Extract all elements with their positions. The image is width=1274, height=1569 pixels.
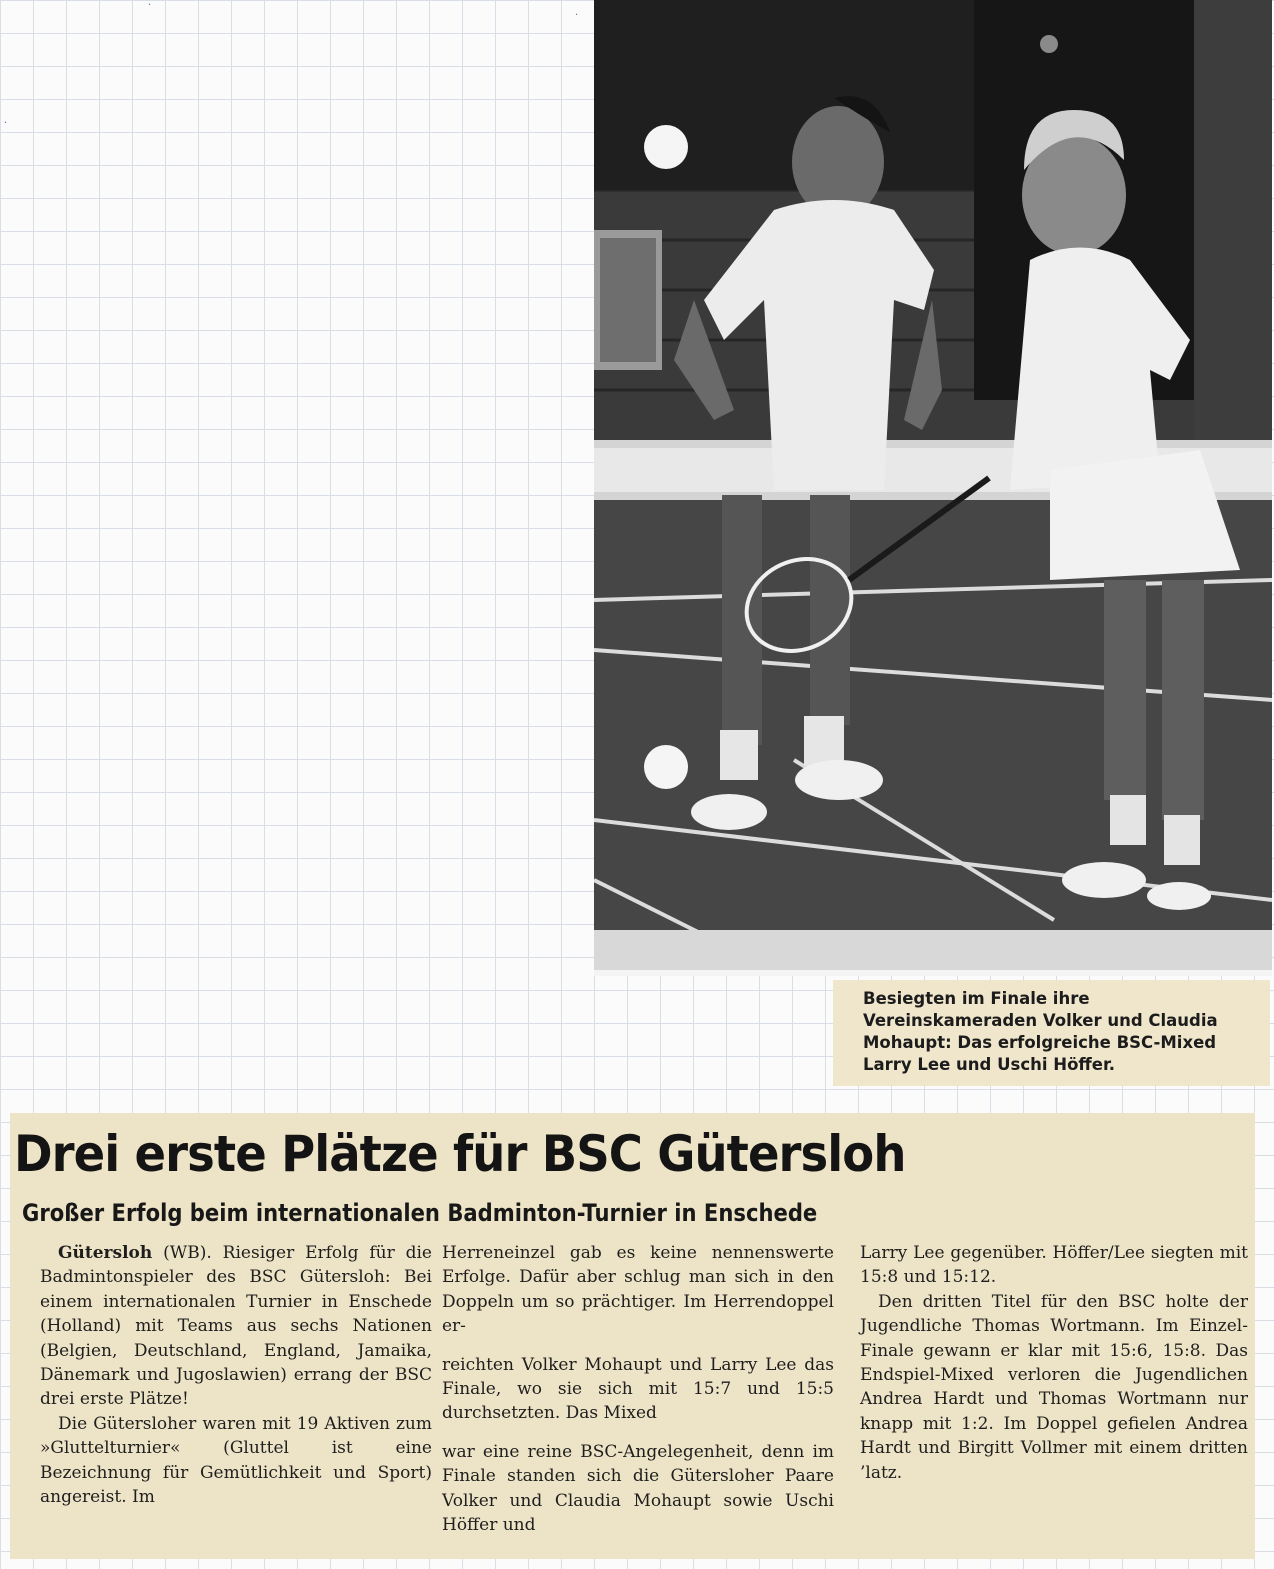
article-column-3: [860, 1241, 1248, 1485]
caption-text: Besiegten im Finale ihre Vereinskameraden Volker und Claudia Mohaupt: Das erfolgreiche BSC-Mixed Larry Lee und Uschi Höffer.: [863, 989, 1218, 1074]
newspaper-article: [10, 1113, 1255, 1559]
article-column-1: [40, 1241, 432, 1509]
article-headline: Drei erste Plätze für BSC Gütersloh: [14, 1125, 906, 1183]
col1-paragraph-1: (WB). Riesiger Erfolg für die Badmintonspieler des BSC Gütersloh: Bei einem internationalen Turnier in Enschede (Holland) mit Teams aus sechs Nationen (Belgien, Deutschland, England, Jamaika, Dänemark und Jugoslawien) errang der BSC drei erste Plätze!: [40, 1243, 432, 1410]
col2-paragraph-3: war eine reine BSC-Angelegenheit, denn im Finale standen sich die Gütersloher Paare Volker und Claudia Mohaupt sowie Uschi Höffer und: [442, 1441, 834, 1536]
col1-paragraph-2: Die Gütersloher waren mit 19 Aktiven zum »Gluttelturnier« (Gluttel ist eine Bezeichnung für Gemütlichkeit und Sport) angereist. Im: [40, 1413, 432, 1508]
pen-mark: ·: [148, 0, 152, 11]
col2-paragraph-2: reichten Volker Mohaupt und Larry Lee das Finale, wo sie sich mit 15:7 und 15:5 durchsetzten. Das Mixed: [442, 1354, 834, 1424]
photo-caption: [833, 980, 1270, 1086]
col2-paragraph-1: Herreneinzel gab es keine nennenswerte Erfolge. Dafür aber schlug man sich in den Doppeln um so prächtiger. Im Herrendoppel er-: [442, 1243, 834, 1337]
article-dateline: Gütersloh: [58, 1243, 153, 1263]
pen-mark: ·: [575, 10, 579, 21]
article-subheadline: Großer Erfolg beim internationalen Badminton-Turnier in Enschede: [22, 1199, 818, 1227]
pen-mark: ·: [4, 118, 8, 129]
article-column-2: [442, 1241, 834, 1537]
badminton-photo: [594, 0, 1272, 976]
photo-badminton-mixed-pair-icon: [594, 0, 1272, 970]
col3-paragraph-2: Den dritten Titel für den BSC holte der Jugendliche Thomas Wortmann. Im Einzel-Finale gewann er klar mit 15:6, 15:8. Das Endspiel-Mixed verloren die Jugendlichen Andrea Hardt und Thomas Wortmann nur knapp mit 1:2. Im Doppel gefielen Andrea Hardt und Birgitt Vollmer mit einem dritten ’latz.: [860, 1291, 1248, 1483]
col3-paragraph-1: Larry Lee gegenüber. Höffer/Lee siegten mit 15:8 und 15:12.: [860, 1243, 1248, 1288]
